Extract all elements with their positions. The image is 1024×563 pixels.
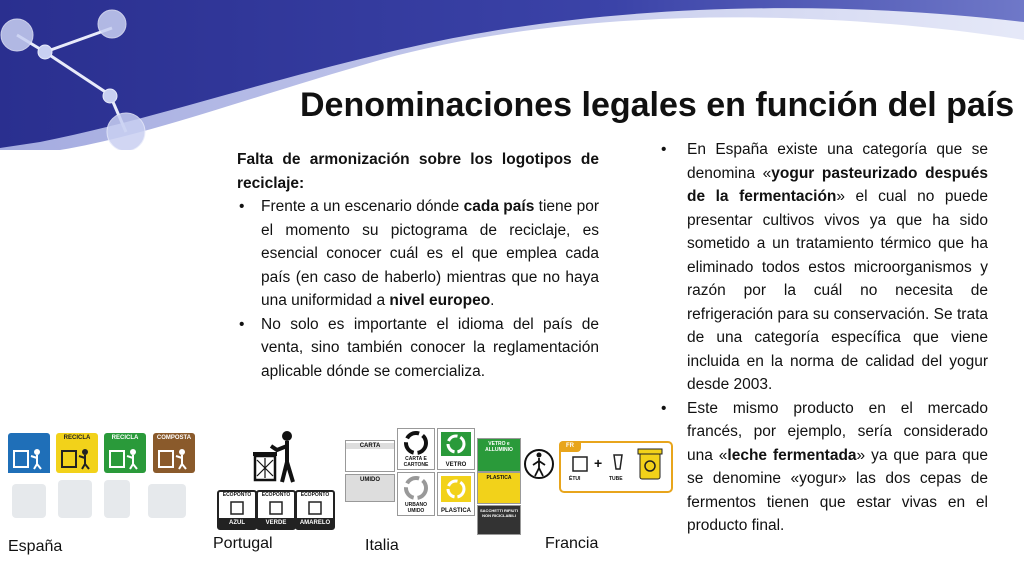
italy-vetro-logo: VETRO <box>437 428 475 470</box>
spain-recicla-green-badge: RECICLA <box>104 433 146 473</box>
bin-icon <box>219 500 255 516</box>
fr-tag: FR <box>559 441 581 452</box>
recycle-icon <box>438 430 474 458</box>
right-bullet-france-leche: • Este mismo producto en el mercado francés, por ejemplo, sería considerado una «leche fermentada» ya que para que se denomine «yogur» las dos cepas de fermentos tienen que estar vivas en el producto final. <box>662 397 988 538</box>
product-image <box>58 480 92 518</box>
spain-composta-badge: COMPOSTA <box>153 433 195 473</box>
box-icon <box>571 455 589 473</box>
italy-carta-label: CARTA <box>345 440 395 472</box>
left-text-column <box>237 148 599 383</box>
country-label-france: Francia <box>545 535 599 552</box>
spain-recicla-yellow-badge: RECICLA <box>56 433 98 473</box>
recycle-icon <box>398 474 434 502</box>
tube-label: TUBE <box>609 476 623 482</box>
product-image <box>12 484 46 518</box>
ecoponto-azul-logo: ECOPONTO AZUL <box>217 490 257 530</box>
country-label-italy: Italia <box>365 537 399 554</box>
italy-carta-cartone-logo: CARTA E CARTONE <box>397 428 435 470</box>
right-bullet-spain-yogur: • En España existe una categoría que se denomina «yogur pasteurizado después de la fermentación» el cual no puede presentar cultivos vivos ya que ha sido sometido a un tratamiento térmico que ha eliminado todos estos microorganismos y razón por la cuál no necesita de refrigeración para su conservación. Se trata de una categoría específica que viene incluida en la norma de calidad del yogur desde 2003. <box>662 138 988 397</box>
tube-icon <box>611 453 625 473</box>
left-bullet-country-pictogram: • Frente a un escenario dónde cada país tiene por el momento su pictograma de reciclaje, es esencial conocer cuál es el que emplea cada país (en caso de haberlo) mientras que no haya una uniformidad a nivel europeo. <box>237 195 599 313</box>
country-label-spain: España <box>8 538 63 555</box>
recycle-icon <box>398 430 434 456</box>
left-heading: Falta de armonización sobre los logotipos de reciclaje: <box>237 151 599 192</box>
italy-plastica-label: PLASTICA <box>477 472 521 504</box>
italy-vetro-alluminio-label: VETRO e ALLUMINIO <box>477 438 521 472</box>
italy-plastica-logo: PLASTICA <box>437 472 475 516</box>
person-trash-bin-icon <box>251 430 299 484</box>
italy-urbano-umido-logo: URBANO UMIDO <box>397 472 435 516</box>
italy-sacchetti-label: SACCHETTI RIFIUTI NON RICICLABILI <box>477 505 521 535</box>
header-wave-decoration <box>0 0 1024 150</box>
italy-umido-label: UMIDO <box>345 474 395 502</box>
triman-icon <box>523 446 555 482</box>
product-image <box>148 484 186 518</box>
france-info-tri-logo <box>559 441 673 493</box>
ecoponto-amarelo-logo: ECOPONTO AMARELO <box>295 490 335 530</box>
product-image <box>104 480 130 518</box>
left-bullet-language-regulation: • No solo es importante el idioma del país de venta, sino también conocer la reglamentación aplicable dónde se comercializa. <box>237 313 599 384</box>
etui-label: ÉTUI <box>569 476 581 482</box>
recycle-icon <box>438 474 474 504</box>
plus-icon: + <box>594 455 603 471</box>
yellow-bin-icon <box>637 447 663 483</box>
spain-recicla-blue-badge <box>8 433 50 473</box>
right-text-column <box>662 138 988 538</box>
slide-title: Denominaciones legales en función del país <box>300 86 1015 124</box>
bin-icon <box>297 500 333 516</box>
country-label-portugal: Portugal <box>213 535 273 552</box>
recycle-bin-person-icon <box>8 433 50 473</box>
bin-icon <box>258 500 294 516</box>
ecoponto-verde-logo: ECOPONTO VERDE <box>256 490 296 530</box>
